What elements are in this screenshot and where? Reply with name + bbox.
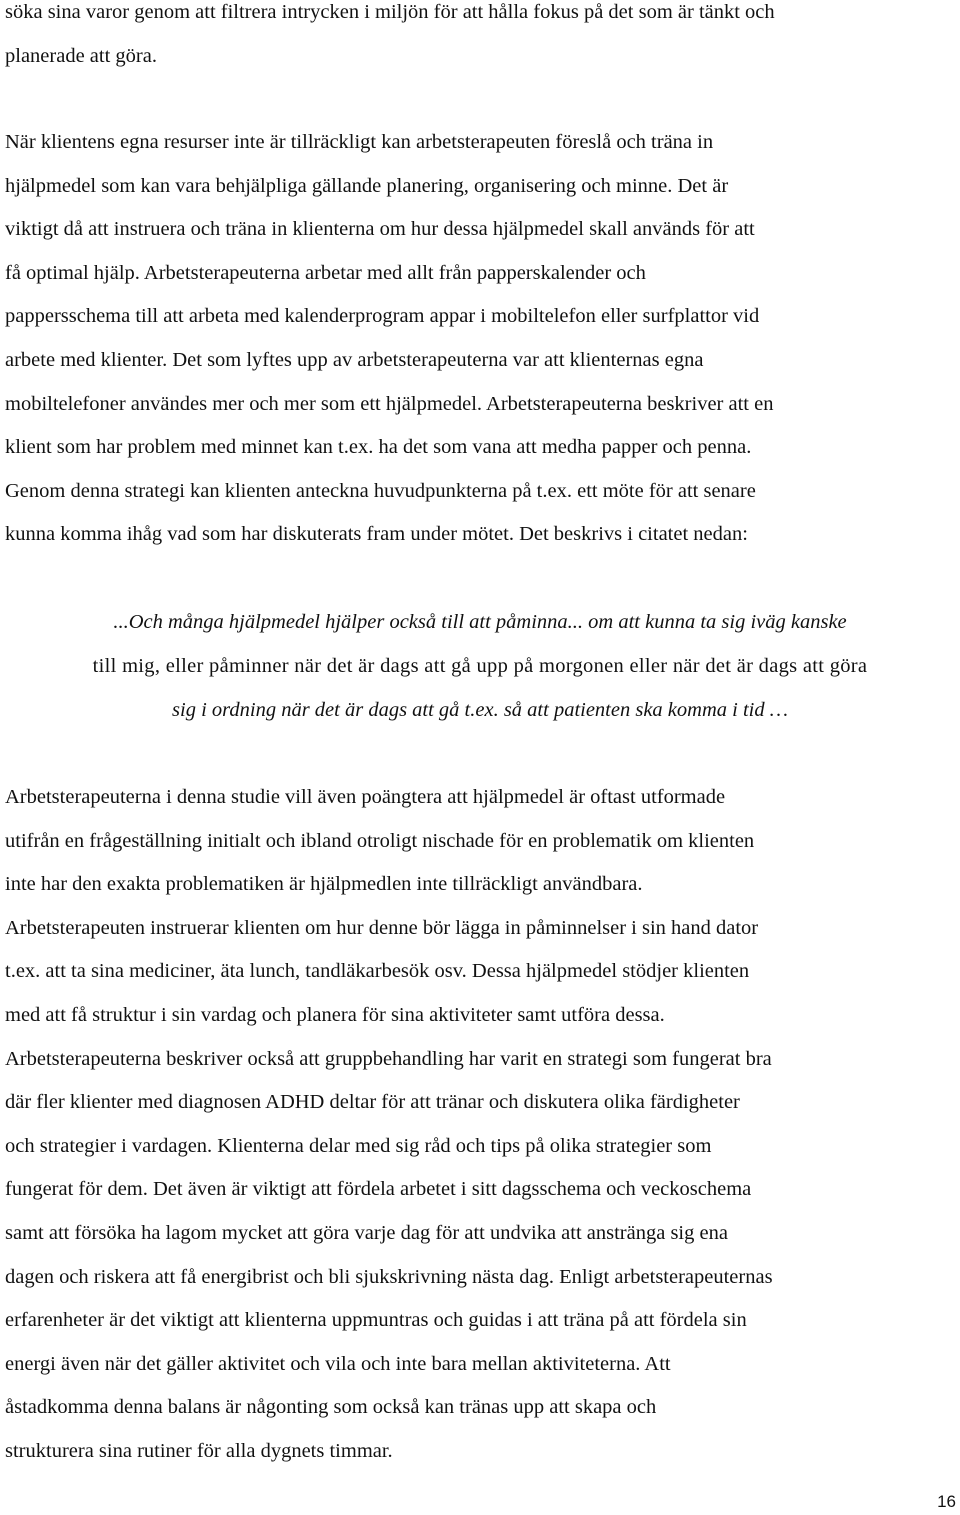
text-line: Arbetsterapeuterna i denna studie vill även poängtera att hjälpmedel är oftast utformade (5, 786, 726, 808)
text-line: fungerat för dem. Det även är viktigt att fördela arbetet i sitt dagsschema och veckoschema (5, 1178, 752, 1201)
paragraph-continuation (5, 0, 957, 78)
text-line: energi även när det gäller aktivitet och vila och inte bara mellan aktiviteterna. Att (5, 1352, 671, 1375)
text-line: åstadkomma denna balans är någonting som också kan tränas upp att skapa och (5, 1396, 657, 1419)
text-line: planerade att göra. (5, 44, 157, 67)
text-line: där fler klienter med diagnosen ADHD deltar för att tränar och diskutera olika färdigheter (5, 1091, 740, 1114)
text-line: dagen och riskera att få energibrist och bli sjukskrivning nästa dag. Enligt arbetsterapeuternas (5, 1265, 773, 1288)
quote-line: sig i ordning när det är dags att gå t.ex. så att patienten ska komma i tid … (172, 699, 788, 721)
text-line: söka sina varor genom att filtrera intrycken i miljön för att hålla fokus på det som är tänkt och (5, 1, 775, 23)
text-line: pappersschema till att arbeta med kalenderprogram appar i mobiltelefon eller surfplattor vid (5, 305, 760, 328)
text-line: erfarenheter är det viktigt att klienterna uppmuntras och guidas i att träna på att fördela sin (5, 1309, 747, 1332)
text-line: samt att försöka ha lagom mycket att göra varje dag för att undvika att anstränga sig ena (5, 1221, 728, 1244)
text-line: få optimal hjälp. Arbetsterapeuterna arbetar med allt från papperskalender och (5, 261, 646, 284)
text-line: arbete med klienter. Det som lyftes upp av arbetsterapeuterna var att klienternas egna (5, 348, 704, 371)
text-line: utifrån en frågeställning initialt och ibland otroligt nischade för en problematik om klienten (5, 829, 755, 852)
paragraph-group-treatment (5, 776, 957, 1474)
text-line: klient som har problem med minnet kan t.ex. ha det som vana att medha papper och penna. (5, 436, 752, 459)
paragraph-assistive-devices (5, 121, 957, 557)
text-line: kunna komma ihåg vad som har diskuterats fram under mötet. Det beskrivs i citatet nedan: (5, 523, 748, 546)
text-line: När klientens egna resurser inte är tillräckligt kan arbetsterapeuten föreslå och träna in (5, 131, 714, 153)
text-line: Arbetsterapeuterna beskriver också att gruppbehandling har varit en strategi som fungerat bra (5, 1047, 772, 1070)
block-quote (0, 600, 960, 732)
text-line: med att få struktur i sin vardag och planera för sina aktiviteter samt utföra dessa. (5, 1003, 665, 1026)
text-line: Arbetsterapeuten instruerar klienten om hur denne bör lägga in påminnelser i sin hand dator (5, 916, 759, 939)
text-line: mobiltelefoner användes mer och mer som ett hjälpmedel. Arbetsterapeuterna beskriver att en (5, 392, 774, 415)
text-line: inte har den exakta problematiken är hjälpmedlen inte tillräckligt användbara. (5, 873, 643, 896)
quote-line: till mig, eller påminner när det är dags att gå upp på morgonen eller när det är dags att göra (92, 655, 868, 677)
text-line: viktigt då att instruera och träna in klienterna om hur dessa hjälpmedel skall används för att (5, 218, 755, 241)
page-number: 16 (937, 1492, 956, 1511)
text-line: strukturera sina rutiner för alla dygnets timmar. (5, 1439, 393, 1462)
text-line: Genom denna strategi kan klienten anteckna huvudpunkterna på t.ex. ett möte för att senare (5, 479, 756, 502)
quote-line: ...Och många hjälpmedel hjälper också till att påminna... om att kunna ta sig iväg kanske (113, 611, 847, 633)
text-line: t.ex. att ta sina mediciner, äta lunch, tandläkarbesök osv. Dessa hjälpmedel stödjer klienten (5, 960, 750, 983)
text-line: hjälpmedel som kan vara behjälpliga gällande planering, organisering och minne. Det är (5, 174, 729, 197)
text-line: och strategier i vardagen. Klienterna delar med sig råd och tips på olika strategier som (5, 1134, 712, 1157)
